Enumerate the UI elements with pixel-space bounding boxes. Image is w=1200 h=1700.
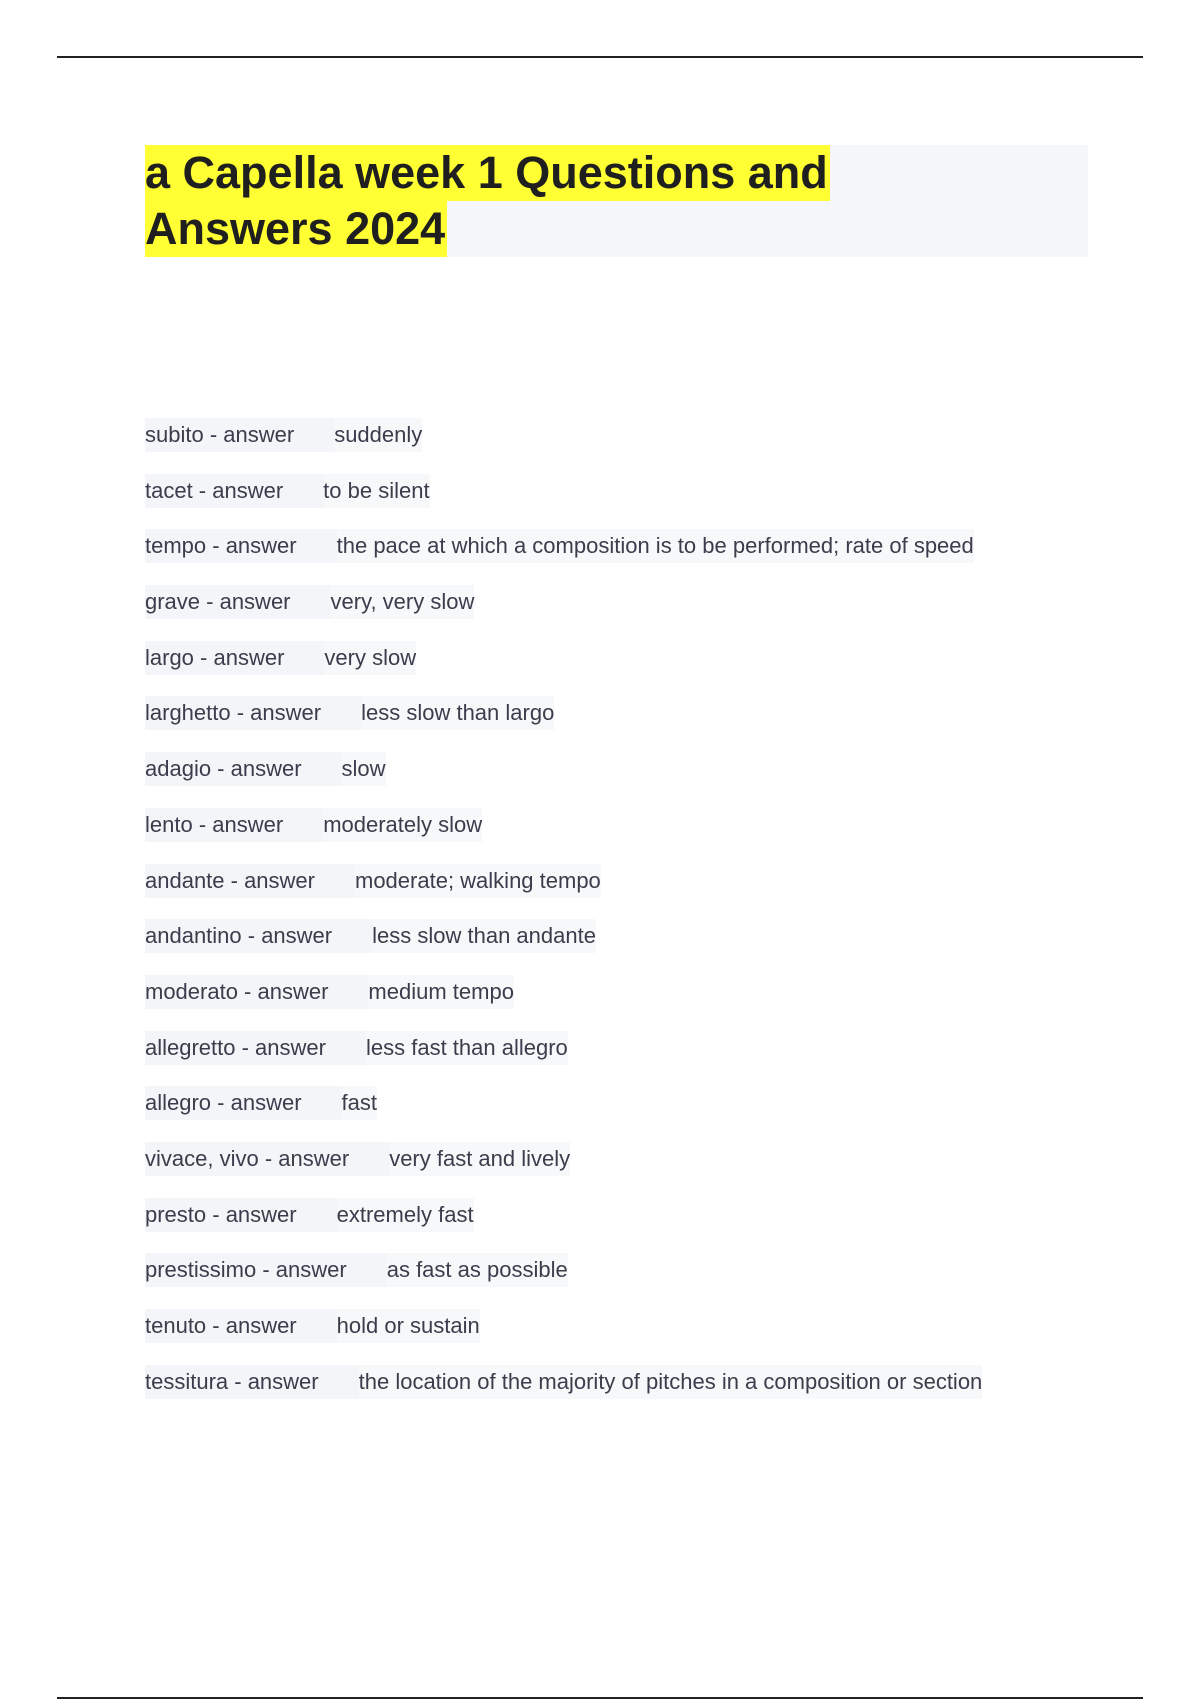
- qa-definition: extremely fast: [337, 1198, 474, 1232]
- qa-definition: as fast as possible: [387, 1253, 568, 1287]
- qa-term: adagio - answer: [145, 752, 342, 786]
- qa-row: [145, 1365, 982, 1399]
- qa-row: [145, 1142, 982, 1176]
- top-rule: [57, 56, 1143, 58]
- page-title-line-1: a Capella week 1 Questions and: [145, 145, 830, 201]
- qa-definition: very slow: [324, 641, 416, 675]
- qa-row: [145, 1198, 982, 1232]
- qa-row: [145, 641, 982, 675]
- qa-definition: less slow than andante: [372, 919, 596, 953]
- qa-row: [145, 1086, 982, 1120]
- qa-term: tenuto - answer: [145, 1309, 337, 1343]
- qa-row: [145, 1031, 982, 1065]
- qa-term: vivace, vivo - answer: [145, 1142, 389, 1176]
- qa-row: [145, 696, 982, 730]
- qa-term: presto - answer: [145, 1198, 337, 1232]
- qa-definition: medium tempo: [368, 975, 514, 1009]
- qa-row: [145, 585, 982, 619]
- qa-definition: very fast and lively: [389, 1142, 570, 1176]
- qa-definition: moderate; walking tempo: [355, 864, 601, 898]
- qa-definition: less slow than largo: [361, 696, 554, 730]
- qa-term: lento - answer: [145, 808, 323, 842]
- qa-term: grave - answer: [145, 585, 331, 619]
- qa-term: andante - answer: [145, 864, 355, 898]
- qa-row: [145, 864, 982, 898]
- qa-definition: moderately slow: [323, 808, 482, 842]
- qa-definition: the location of the majority of pitches in a composition or section: [359, 1365, 983, 1399]
- qa-definition: hold or sustain: [337, 1309, 480, 1343]
- qa-term: tessitura - answer: [145, 1365, 359, 1399]
- qa-row: [145, 752, 982, 786]
- qa-term: prestissimo - answer: [145, 1253, 387, 1287]
- qa-definition: less fast than allegro: [366, 1031, 568, 1065]
- qa-row: [145, 418, 982, 452]
- qa-row: [145, 529, 982, 563]
- qa-row: [145, 1309, 982, 1343]
- qa-row: [145, 975, 982, 1009]
- qa-definition: suddenly: [334, 418, 422, 452]
- qa-definition: fast: [342, 1086, 377, 1120]
- qa-row: [145, 1253, 982, 1287]
- bottom-rule: [57, 1697, 1143, 1699]
- qa-term: tacet - answer: [145, 474, 323, 508]
- page-title-line-2: Answers 2024: [145, 201, 447, 257]
- qa-term: andantino - answer: [145, 919, 372, 953]
- qa-definition: slow: [342, 752, 386, 786]
- qa-term: tempo - answer: [145, 529, 337, 563]
- qa-list: [145, 418, 982, 1420]
- qa-definition: the pace at which a composition is to be performed; rate of speed: [337, 529, 974, 563]
- qa-definition: to be silent: [323, 474, 429, 508]
- qa-term: moderato - answer: [145, 975, 368, 1009]
- qa-row: [145, 808, 982, 842]
- qa-row: [145, 474, 982, 508]
- qa-term: larghetto - answer: [145, 696, 361, 730]
- qa-term: allegretto - answer: [145, 1031, 366, 1065]
- qa-definition: very, very slow: [331, 585, 475, 619]
- qa-term: largo - answer: [145, 641, 324, 675]
- qa-row: [145, 919, 982, 953]
- qa-term: subito - answer: [145, 418, 334, 452]
- qa-term: allegro - answer: [145, 1086, 342, 1120]
